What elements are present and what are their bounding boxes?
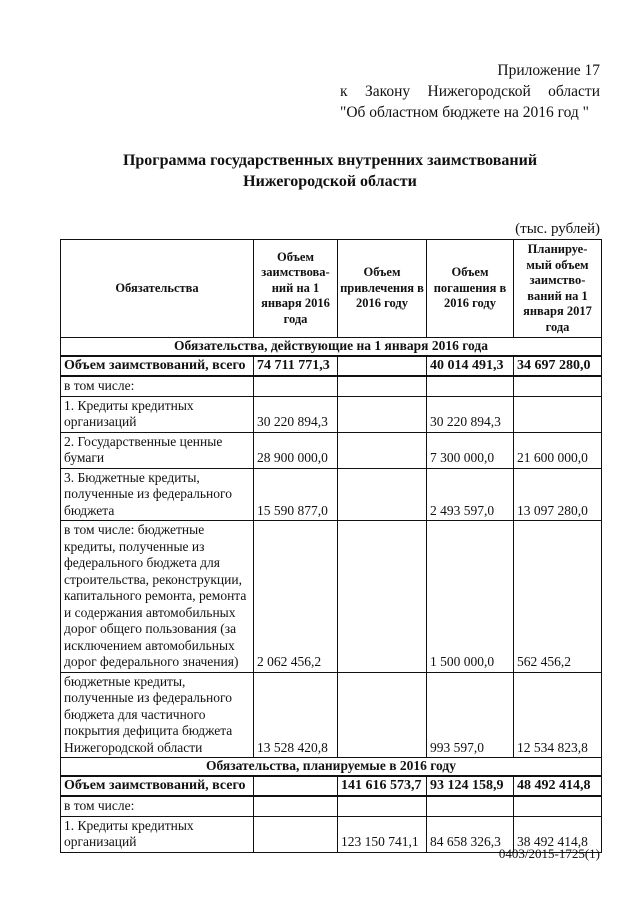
appendix-note: [340, 60, 600, 123]
cell-volume-end: 48 492 414,8: [514, 776, 602, 797]
row-label: Объем заимствований, всего: [61, 356, 254, 377]
cell-repayment: 30 220 894,3: [427, 396, 514, 432]
cell-volume-end: 562 456,2: [514, 521, 602, 673]
row-label: 1. Кредиты кредитных организаций: [61, 396, 254, 432]
header-volume-start: Объем заимствова- ний на 1 января 2016 года: [254, 240, 338, 338]
cell-volume-start: [254, 376, 338, 396]
cell-volume-end: 21 600 000,0: [514, 432, 602, 468]
table-row: [61, 796, 602, 816]
cell-repayment: [427, 796, 514, 816]
cell-repayment: 40 014 491,3: [427, 356, 514, 377]
cell-volume-start: 30 220 894,3: [254, 396, 338, 432]
cell-attraction: [338, 521, 427, 673]
cell-attraction: [338, 432, 427, 468]
section-title: Обязательства, действующие на 1 января 2016 года: [61, 338, 602, 356]
cell-volume-start: 13 528 420,8: [254, 672, 338, 758]
table-row: [61, 468, 602, 521]
table-row: [61, 521, 602, 673]
cell-repayment: [427, 376, 514, 396]
cell-volume-start: [254, 776, 338, 797]
cell-repayment: 84 658 326,3: [427, 816, 514, 852]
table-row: [61, 672, 602, 758]
title-line-1: Программа государственных внутренних заимствований: [122, 152, 538, 169]
title-line-2: Нижегородской области: [243, 173, 417, 190]
appendix-law: к Закону Нижегородской области: [340, 83, 600, 100]
appendix-number: Приложение 17: [497, 62, 600, 79]
cell-attraction: [338, 468, 427, 521]
appendix-law-title: "Об областном бюджете на 2016 год ": [340, 104, 589, 121]
header-obligations: Обязательства: [61, 240, 254, 338]
table-row: [61, 356, 602, 377]
row-label: бюджетные кредиты, полученные из федерального бюджета для частичного покрытия дефицита бюджета Нижегородской области: [61, 672, 254, 758]
row-label: 1. Кредиты кредитных организаций: [61, 816, 254, 852]
section-title: Обязательства, планируемые в 2016 году: [61, 758, 602, 776]
cell-volume-start: 28 900 000,0: [254, 432, 338, 468]
table-header-row: [61, 240, 602, 338]
cell-repayment: 93 124 158,9: [427, 776, 514, 797]
cell-volume-start: 15 590 877,0: [254, 468, 338, 521]
table-row: [61, 396, 602, 432]
section-row: [61, 338, 602, 356]
cell-volume-start: 74 711 771,3: [254, 356, 338, 377]
row-label: в том числе:: [61, 796, 254, 816]
row-label: в том числе: бюджетные кредиты, полученные из федерального бюджета для строительства, реконструкции, капитального ремонта, ремонта и содержания автомобильных дорог общего пользования (за исключением автомобильных дорог федерального значения): [61, 521, 254, 673]
cell-volume-end: 12 534 823,8: [514, 672, 602, 758]
cell-attraction: 123 150 741,1: [338, 816, 427, 852]
row-label: в том числе:: [61, 376, 254, 396]
table-row: [61, 432, 602, 468]
section-row: [61, 758, 602, 776]
cell-volume-end: [514, 376, 602, 396]
cell-repayment: 7 300 000,0: [427, 432, 514, 468]
document-title: [60, 150, 600, 192]
cell-repayment: 1 500 000,0: [427, 521, 514, 673]
borrowing-program-table: [60, 239, 602, 853]
row-label: 3. Бюджетные кредиты, полученные из федерального бюджета: [61, 468, 254, 521]
cell-repayment: 2 493 597,0: [427, 468, 514, 521]
cell-attraction: [338, 396, 427, 432]
cell-attraction: [338, 356, 427, 377]
document-code: 0403/2015-1725(1): [498, 846, 600, 861]
cell-volume-start: [254, 816, 338, 852]
header-repayment: Объем погашения в 2016 году: [427, 240, 514, 338]
cell-volume-end: 34 697 280,0: [514, 356, 602, 377]
cell-volume-end: [514, 396, 602, 432]
units-label: (тыс. рублей): [515, 221, 600, 237]
cell-attraction: [338, 672, 427, 758]
header-volume-end: Планируе- мый объем заимство- ваний на 1 января 2017 года: [514, 240, 602, 338]
header-attraction: Объем привлечения в 2016 году: [338, 240, 427, 338]
row-label: 2. Государственные ценные бумаги: [61, 432, 254, 468]
cell-volume-end: 13 097 280,0: [514, 468, 602, 521]
table-row: [61, 376, 602, 396]
cell-attraction: [338, 796, 427, 816]
table-row: [61, 776, 602, 797]
cell-attraction: 141 616 573,7: [338, 776, 427, 797]
row-label: Объем заимствований, всего: [61, 776, 254, 797]
cell-volume-end: [514, 796, 602, 816]
cell-volume-end: 38 492 414,8: [514, 816, 602, 852]
cell-volume-start: [254, 796, 338, 816]
cell-attraction: [338, 376, 427, 396]
cell-repayment: 993 597,0: [427, 672, 514, 758]
cell-volume-start: 2 062 456,2: [254, 521, 338, 673]
